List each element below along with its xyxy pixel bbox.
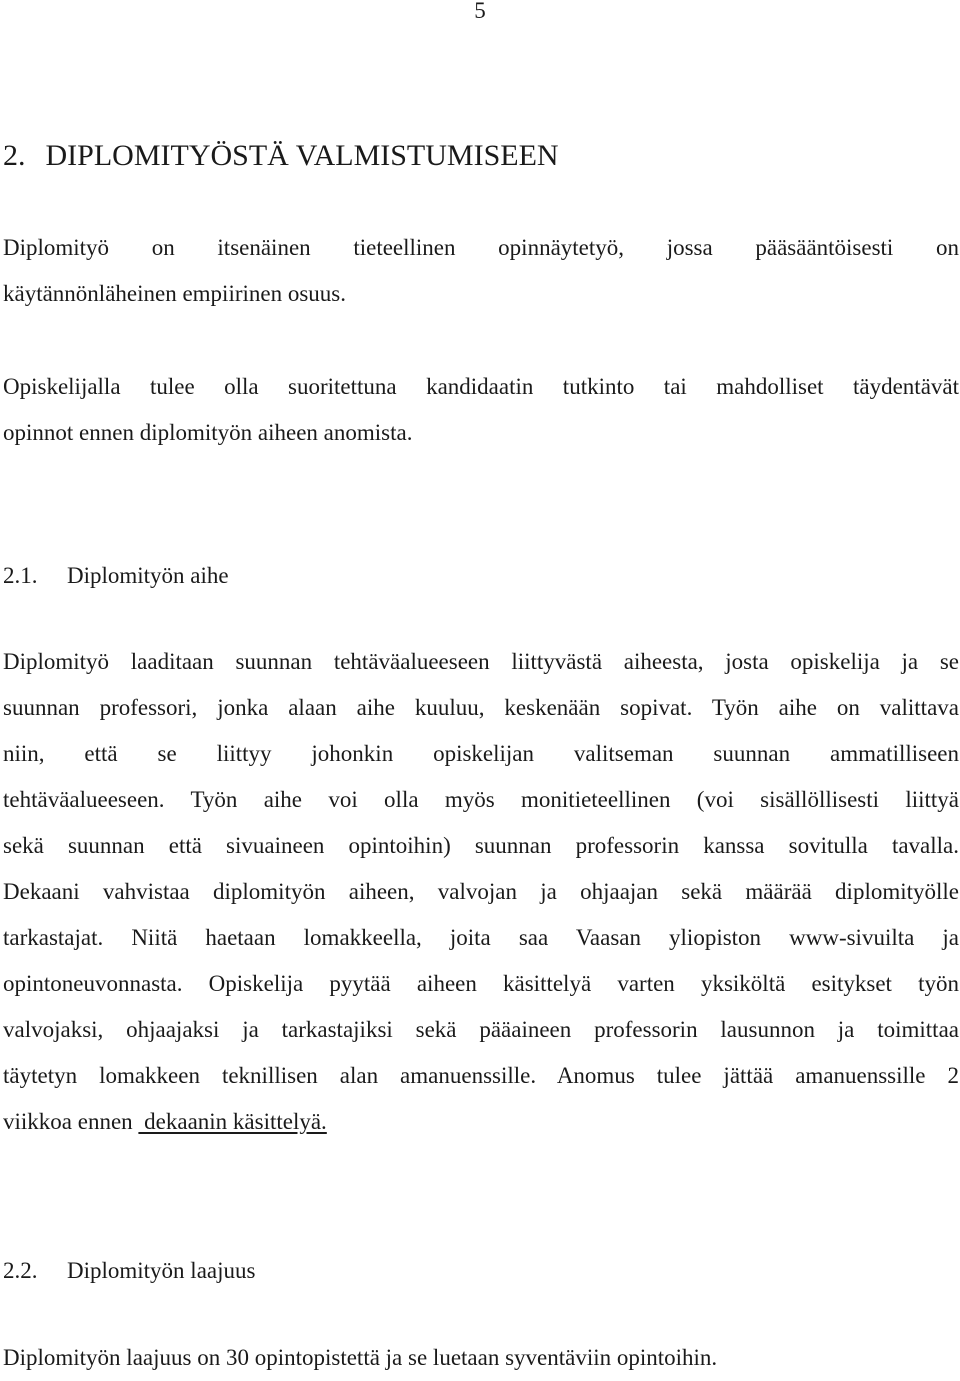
text-line: Diplomityö on itsenäinen tieteellinen opinnäytetyö, jossa pääsääntöisesti on	[3, 235, 959, 260]
section-2-heading	[3, 138, 559, 174]
page-number: 5	[474, 0, 486, 23]
text-line: niin, että se liittyy johonkin opiskelijan valitseman suunnan ammatilliseen	[3, 741, 959, 766]
section-2-2-paragraph	[3, 1335, 959, 1381]
text-line: opintoneuvonnasta. Opiskelija pyytää aiheen käsittelyä varten yksiköltä esitykset työn	[3, 971, 959, 996]
section-2-1-number: 2.1.	[3, 563, 38, 588]
section-2-1-heading	[3, 561, 229, 591]
text-line: käytännönläheinen empiirinen osuus.	[3, 281, 347, 306]
section-2-title: DIPLOMITYÖSTÄ VALMISTUMISEEN	[45, 139, 559, 172]
text-line-last	[3, 1099, 959, 1145]
underlined-text: dekaanin käsittelyä.	[138, 1109, 327, 1134]
section-2-1-paragraph	[3, 639, 959, 1145]
text-line: Opiskelijalla tulee olla suoritettuna kandidaatin tutkinto tai mahdolliset täydentävät	[3, 374, 959, 399]
text-line: tarkastajat. Niitä haetaan lomakkeella, joita saa Vaasan yliopiston www-sivuilta ja	[3, 925, 959, 950]
section-2-2-number: 2.2.	[3, 1258, 38, 1283]
text-line: Diplomityön laajuus on 30 opintopistettä ja se luetaan syventäviin opintoihin.	[3, 1345, 718, 1370]
section-2-paragraph-2	[3, 364, 959, 456]
text-line: Diplomityö laaditaan suunnan tehtäväalueeseen liittyvästä aiheesta, josta opiskelija ja se	[3, 649, 959, 674]
section-2-2-title: Diplomityön laajuus	[67, 1258, 256, 1283]
text-line-start: viikkoa ennen	[3, 1109, 139, 1134]
text-line: opinnot ennen diplomityön aiheen anomista.	[3, 420, 413, 445]
section-2-number: 2.	[3, 139, 26, 172]
section-2-2-heading	[3, 1256, 255, 1286]
text-line: tehtäväalueeseen. Työn aihe voi olla myös monitieteellinen (voi sisällöllisesti liittyä	[3, 787, 959, 812]
section-2-paragraph-1	[3, 225, 959, 317]
text-line: valvojaksi, ohjaajaksi ja tarkastajiksi sekä pääaineen professorin lausunnon ja toimittaa	[3, 1017, 959, 1042]
text-line: Dekaani vahvistaa diplomityön aiheen, valvojan ja ohjaajan sekä määrää diplomityölle	[3, 879, 959, 904]
text-line: täytetyn lomakkeen teknillisen alan amanuenssille. Anomus tulee jättää amanuenssille 2	[3, 1063, 959, 1088]
text-line: sekä suunnan että sivuaineen opintoihin) suunnan professorin kanssa sovitulla tavalla.	[3, 833, 959, 858]
text-line: suunnan professori, jonka alaan aihe kuuluu, keskenään sopivat. Työn aihe on valittava	[3, 695, 959, 720]
section-2-1-title: Diplomityön aihe	[67, 563, 229, 588]
